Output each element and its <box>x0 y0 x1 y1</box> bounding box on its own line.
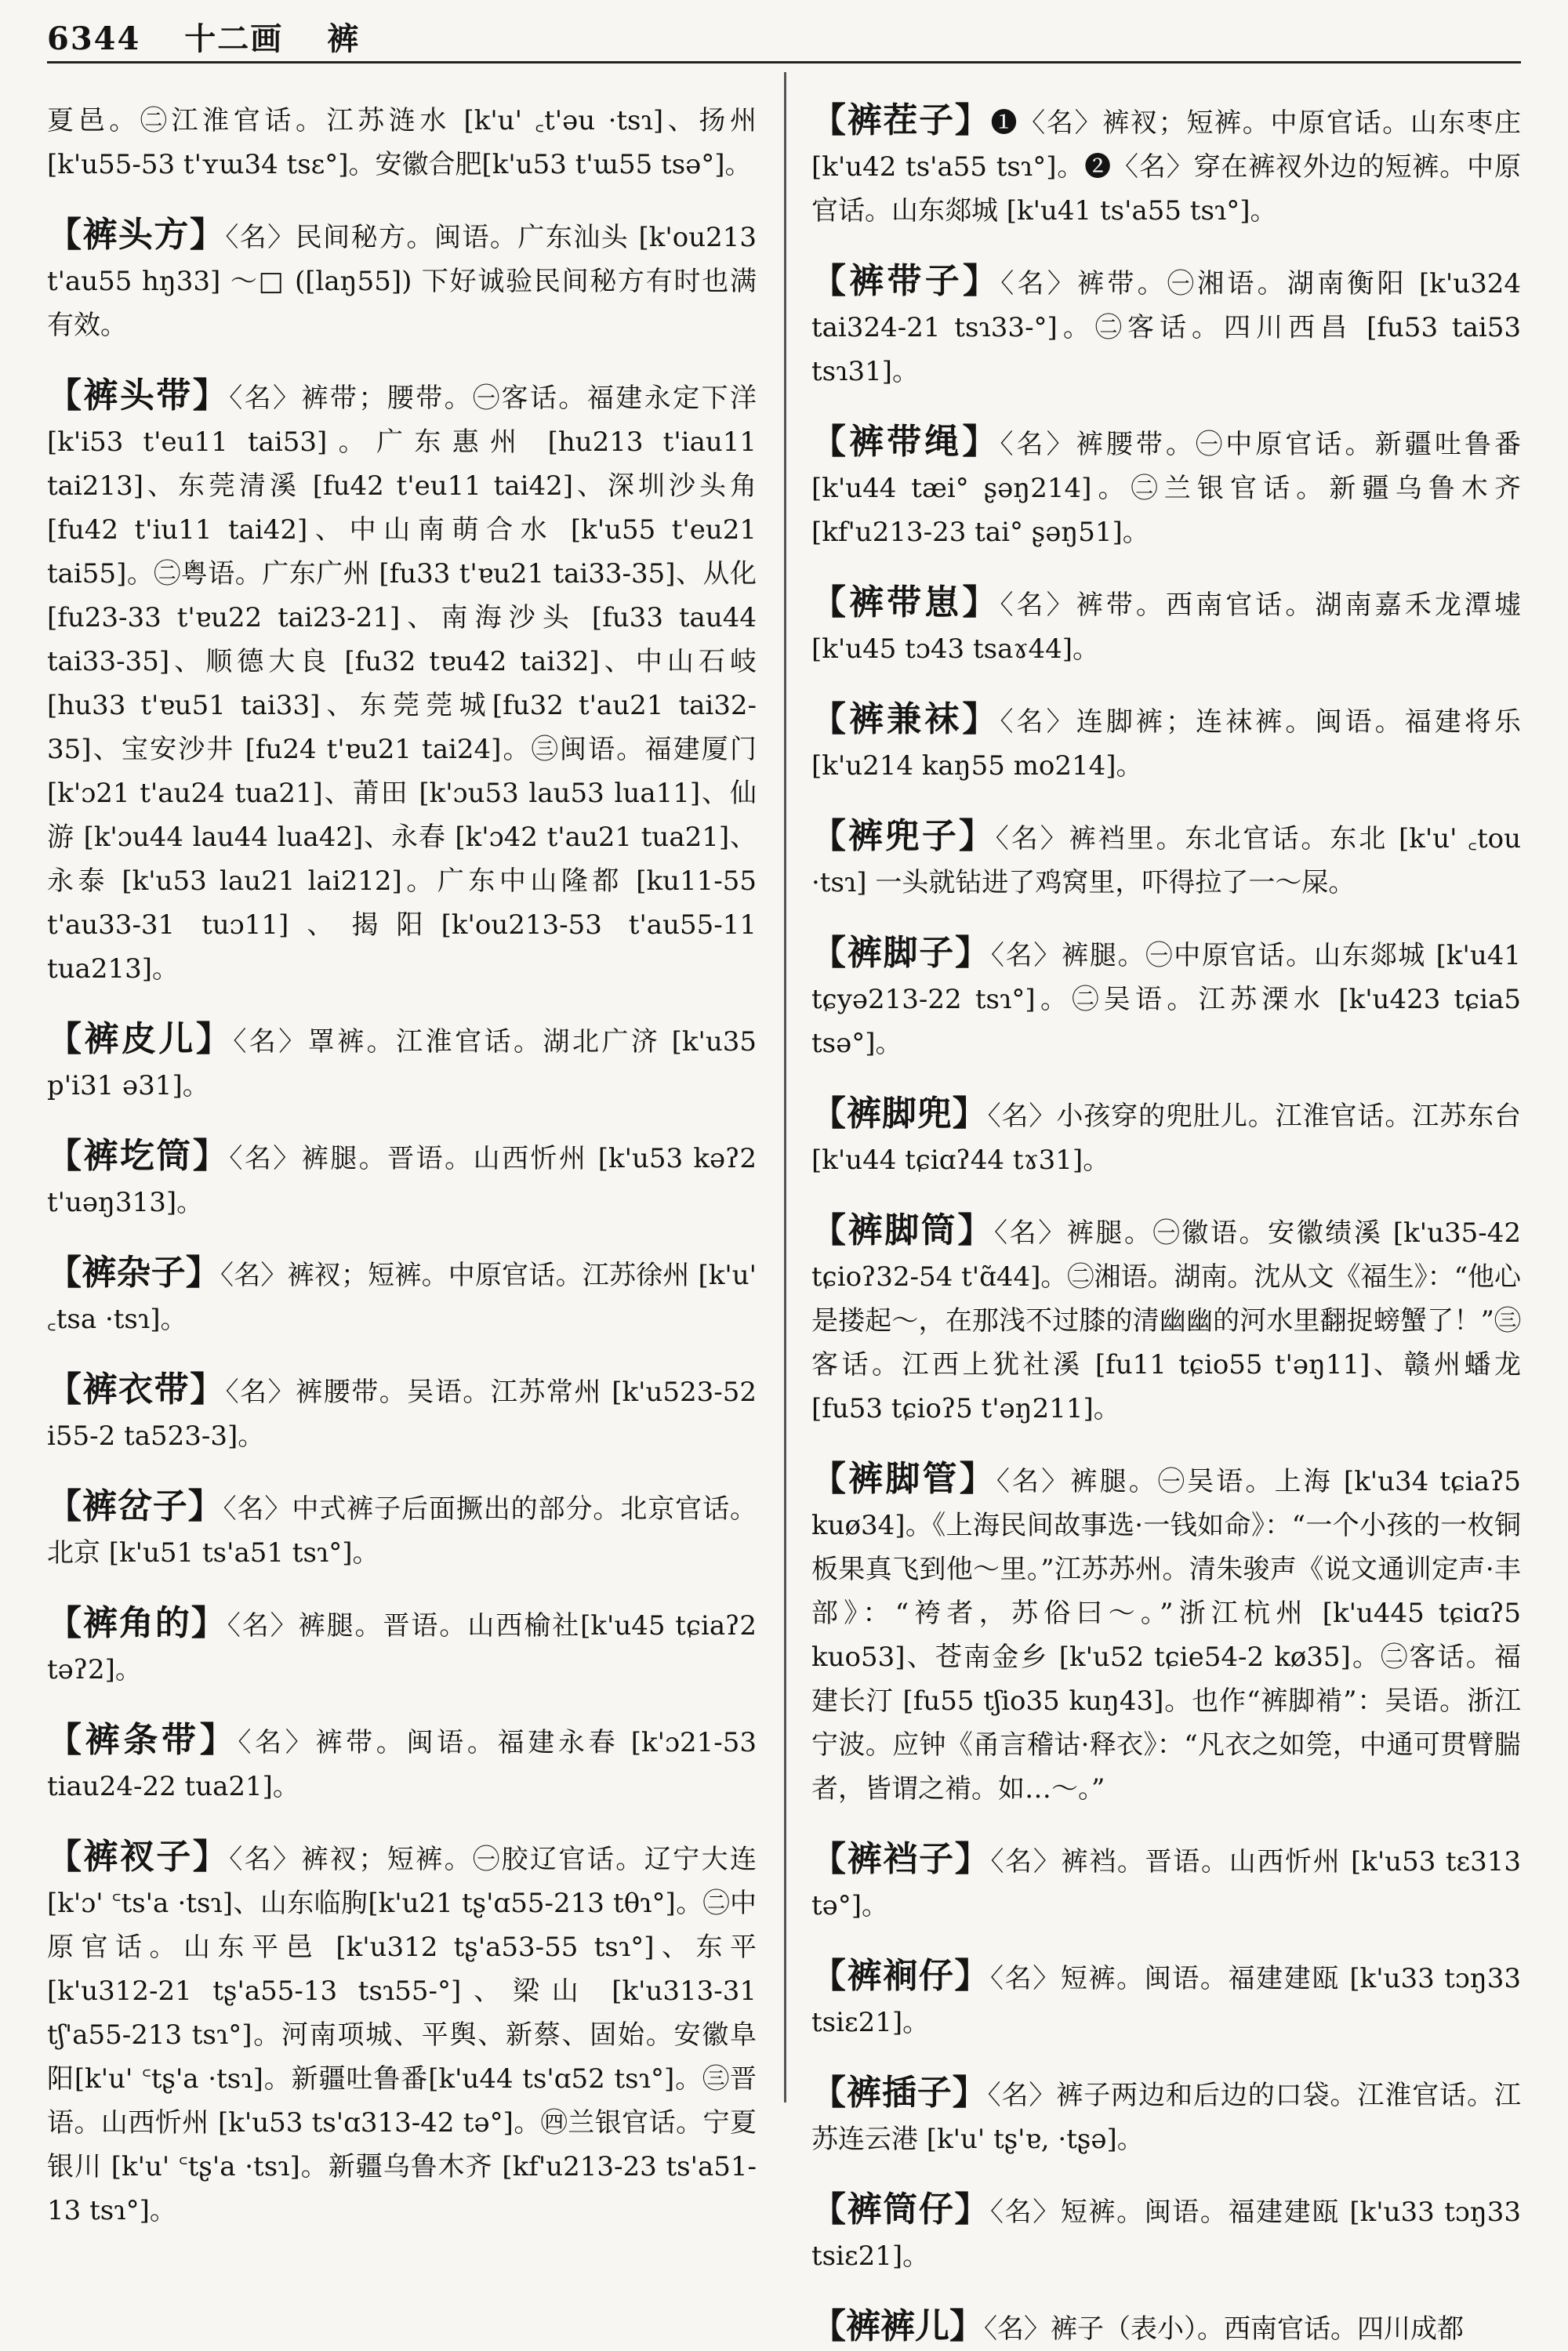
entry-text: 〈名〉裤腰带。㊀中原官话。新疆吐鲁番 [k'u44 tæi° ʂəŋ214]。㊁兰银官话。新疆乌鲁木齐 [kf'u213-23 tai° ʂəŋ51]。 <box>811 429 1522 548</box>
entry-text: 〈名〉短裤。闽语。福建建瓯 [k'u33 tɔŋ33 tsiɛ21]。 <box>811 2197 1522 2272</box>
dictionary-entry <box>47 1835 757 2233</box>
dictionary-entry <box>811 931 1521 1065</box>
entry-text: 〈名〉裤带；腰带。㊀客话。福建永定下洋 [k'i53 t'eu11 tai53]。广东惠州 [hu213 t'iau11 tai213]、东莞清溪 [fu42 t'eu11 tai42]、深圳沙头角 [fu42 t'iu11 tai42]、中山南萌合水 [k'u55 t'eu21 tai55]。㊁粤语。广东广州 [fu33 t'ɐu21 tai33-35]、从化[fu23-33 t'ɐu22 tai23-21]、南海沙头 [fu33 tau44 tai33-35]、顺德大良 [fu32 tɐu42 tai32]、中山石岐 [hu33 t'ɐu51 tai33]、东莞莞城[fu32 t'au21 tai32-35]、宝安沙井 [fu24 t'ɐu21 tai24]。㊂闽语。福建厦门 [k'ɔ21 t'au24 tua21]、莆田 [k'ɔu53 lau53 lua11]、仙游 [k'ɔu44 lau44 lua42]、永春 [k'ɔ42 t'au21 tua21]、永泰 [k'u53 lau21 lai212]。广东中山隆都 [ku11-55 t'au33-31 tuɔ11]、揭阳[k'ou213-53 t'au55-11 tua213]。 <box>47 383 757 985</box>
header-rule <box>47 61 1521 63</box>
entry-text: 〈名〉裤腿。晋语。山西忻州 [k'u53 kəʔ2 t'uəŋ313]。 <box>47 1143 757 1218</box>
dictionary-entry <box>811 1954 1521 2044</box>
entry-headword: 【裤带绳】 <box>811 422 1000 462</box>
radical-label: 裤 <box>327 20 361 57</box>
entry-text: 〈名〉裤子两边和后边的口袋。江淮官话。江苏连云港 [k'u' tʂ'ɐ, ·tʂə]。 <box>811 2080 1522 2155</box>
dictionary-entry <box>811 815 1521 905</box>
entry-text: 〈名〉裤衩；短裤。㊀胶辽官话。辽宁大连 [k'ɔ' ꜂ts'a ·tsɿ]、山东临朐[k'u21 tʂ'ɑ55-213 tθɿ°]。㊁中原官话。山东平邑 [k'u312 tʂ'a53-55 tsɿ°]、东平 [k'u312-21 tʂ'a55-13 tsɿ55-°]、梁山 [k'u313-31 tʃ'a55-213 tsɿ°]。河南项城、平舆、新蔡、固始。安徽阜阳[k'u' ꜂tʂ'a ·tsɿ]。新疆吐鲁番[k'u44 ts'ɑ52 tsɿ°]。㊂晋语。山西忻州 [k'u53 ts'ɑ313-42 tə°]。㊃兰银官话。宁夏银川 [k'u' ꜂tʂ'a ·tsɿ]。新疆乌鲁木齐 [kf'u213-23 ts'a51-13 tsɿ°]。 <box>47 1844 757 2226</box>
dictionary-entry <box>47 1718 757 1809</box>
left-column <box>47 72 757 2226</box>
dictionary-entry <box>811 99 1521 233</box>
entry-headword: 【裤脚兜】 <box>811 1094 988 1134</box>
entry-text: 〈名〉中式裤子后面撅出的部分。北京官话。北京 [k'u51 ts'a51 tsɿ°]。 <box>47 1493 757 1569</box>
dictionary-entry <box>811 259 1521 394</box>
entry-text: 〈名〉裤带。闽语。福建永春 [k'ɔ21-53 tiau24-22 tua21]。 <box>47 1727 757 1802</box>
entry-text: 〈名〉短裤。闽语。福建建瓯 [k'u33 tɔŋ33 tsiɛ21]。 <box>811 1963 1522 2038</box>
entry-text: 〈名〉裤腿。㊀中原官话。山东郯城 [k'u41 tɕyə213-22 tsɿ°]。㊁吴语。江苏溧水 [k'u423 tɕia5 tsə°]。 <box>811 940 1522 1059</box>
entry-text: 〈名〉裤子（表小）。西南官话。四川成都 <box>984 2313 1464 2345</box>
entry-headword: 【裤兼袜】 <box>811 699 1000 739</box>
dictionary-entry <box>811 2071 1521 2161</box>
entry-headword: 【裤条带】 <box>47 1720 238 1760</box>
dictionary-entry <box>47 1134 757 1224</box>
entry-headword: 【裤带崽】 <box>811 582 1000 622</box>
entry-text: 〈名〉小孩穿的兜肚儿。江淮官话。江苏东台 [k'u44 tɕiɑʔ44 tɤ31]。 <box>811 1101 1522 1176</box>
entry-text: 〈名〉裤腰带。吴语。江苏常州 [k'u523-52 i55-2 ta523-3]。 <box>47 1377 757 1452</box>
entry-text: ❶〈名〉裤衩；短裤。中原官话。山东枣庄 [k'u42 ts'a55 tsɿ°]。❷〈名〉穿在裤衩外边的短裤。中原官话。山东郯城 [k'u41 ts'a55 tsɿ°]。 <box>811 107 1522 227</box>
section-label: 十二画 <box>184 20 284 57</box>
entry-text: 〈名〉裤腿。晋语。山西榆社[k'u45 tɕiaʔ2 təʔ2]。 <box>47 1610 757 1685</box>
entry-headword: 【裤带子】 <box>811 261 1001 301</box>
entry-headword: 【裤圪筒】 <box>47 1136 230 1176</box>
dictionary-entry <box>47 1018 757 1108</box>
dictionary-entry <box>47 213 757 347</box>
dictionary-entry <box>811 581 1521 671</box>
dictionary-entry <box>47 99 757 187</box>
entry-headword: 【裤茬子】 <box>811 100 991 140</box>
page-header <box>47 14 1521 60</box>
dictionary-entry <box>47 1251 757 1341</box>
entry-text: 夏邑。㊁江淮官话。江苏涟水 [k'u' ꜀t'əu ·tsɿ]、扬州[k'u55-53 t'ʏɯ34 tsɛ°]。安徽合肥[k'u53 t'ɯ55 tsə°]。 <box>47 105 757 180</box>
dictionary-entry <box>811 1209 1521 1431</box>
dictionary-entry <box>47 374 757 991</box>
entry-headword: 【裤岔子】 <box>47 1486 223 1526</box>
entry-text: 〈名〉裤带。西南官话。湖南嘉禾龙潭墟 [k'u45 tɔ43 tsaɤ44]。 <box>811 590 1522 665</box>
entry-headword: 【裤衩子】 <box>47 1837 230 1877</box>
entry-headword: 【裤脚管】 <box>811 1459 996 1499</box>
entry-headword: 【裤脚筒】 <box>811 1210 995 1250</box>
entry-headword: 【裤杂子】 <box>47 1253 220 1293</box>
dictionary-entry <box>811 2188 1521 2278</box>
column-divider <box>784 72 786 2102</box>
dictionary-entry <box>811 698 1521 788</box>
dictionary-entry <box>811 420 1521 554</box>
dictionary-entry <box>47 1602 757 1692</box>
entry-text: 〈名〉裤带。㊀湘语。湖南衡阳 [k'u324 tai324-21 tsɿ33-°]。㊁客话。四川西昌 [fu53 tai53 tsɿ31]。 <box>811 268 1521 387</box>
entry-text: 〈名〉裤裆里。东北官话。东北 [k'u' ꜀tou ·tsɿ] 一头就钻进了鸡窝里，吓得拉了一～屎。 <box>811 823 1521 898</box>
entry-text: 〈名〉裤裆。晋语。山西忻州 [k'u53 tɛ313 tə°]。 <box>811 1846 1522 1921</box>
dictionary-entry <box>47 1368 757 1458</box>
entry-headword: 【裤皮儿】 <box>47 1019 234 1059</box>
entry-headword: 【裤筒仔】 <box>811 2190 991 2229</box>
entry-headword: 【裤兜子】 <box>811 816 996 856</box>
dictionary-entry <box>811 1838 1521 1928</box>
entry-headword: 【裤脚子】 <box>811 933 991 973</box>
dictionary-entry <box>47 1485 757 1575</box>
entry-headword: 【裤头方】 <box>47 215 226 255</box>
entry-text: 〈名〉罩裤。江淮官话。湖北广济 [k'u35 p'i31 ə31]。 <box>47 1026 757 1101</box>
entry-headword: 【裤裤儿】 <box>811 2306 984 2346</box>
entry-text: 〈名〉裤腿。㊀徽语。安徽绩溪 [k'u35-42 tɕioʔ32-54 t'ɑ̃44]。㊁湘语。湖南。沈从文《福生》：“他心是搂起～，在那浅不过膝的清幽幽的河水里翻捉螃蟹了！”㊂客话。江西上犹社溪 [fu11 tɕio55 t'əŋ11]、赣州蟠龙[fu53 tɕioʔ5 t'əŋ211]。 <box>811 1217 1521 1424</box>
entry-headword: 【裤裥仔】 <box>811 1956 991 1996</box>
right-column <box>811 72 1522 2346</box>
entry-headword: 【裤头带】 <box>47 376 230 415</box>
page-number: 6344 <box>47 20 141 57</box>
dictionary-entry <box>811 1457 1521 1811</box>
entry-text: 〈名〉裤腿。㊀吴语。上海 [k'u34 tɕiaʔ5 kuø34]。《上海民间故事选·一钱如命》：“一个小孩的一枚铜板果真飞到他～里。”江苏苏州。清朱骏声《说文通训定声·丰部》：“袴者，苏俗曰～。”浙江杭州 [k'u445 tɕiɑʔ5 kuo53]、苍南金乡 [k'u52 tɕie54-2 kø35]。㊁客话。福建长汀 [fu55 tʃio35 kuŋ43]。也作“裤脚褃”：吴语。浙江宁波。应钟《甬言稽诂·释衣》：“凡衣之如筦，中通可贯臂腨者，皆谓之褃。如…～。” <box>811 1466 1522 1805</box>
dictionary-entry <box>811 2305 1521 2351</box>
entry-headword: 【裤裆子】 <box>811 1839 991 1879</box>
entry-text: 〈名〉民间秘方。闽语。广东汕头 [k'ou213 t'au55 hŋ33] ～□ ([laŋ55]) 下好诚验民间秘方有时也满有效。 <box>47 222 757 341</box>
entry-text: 〈名〉裤衩；短裤。中原官话。江苏徐州 [k'u' ꜀tsa ·tsɿ]。 <box>47 1260 757 1335</box>
entry-headword: 【裤衣带】 <box>47 1370 226 1410</box>
entry-headword: 【裤插子】 <box>811 2073 988 2113</box>
entry-headword: 【裤角的】 <box>47 1603 227 1643</box>
dictionary-entry <box>811 1092 1521 1182</box>
entry-text: 〈名〉连脚裤；连袜裤。闽语。福建将乐 [k'u214 kaŋ55 mo214]。 <box>811 706 1522 782</box>
